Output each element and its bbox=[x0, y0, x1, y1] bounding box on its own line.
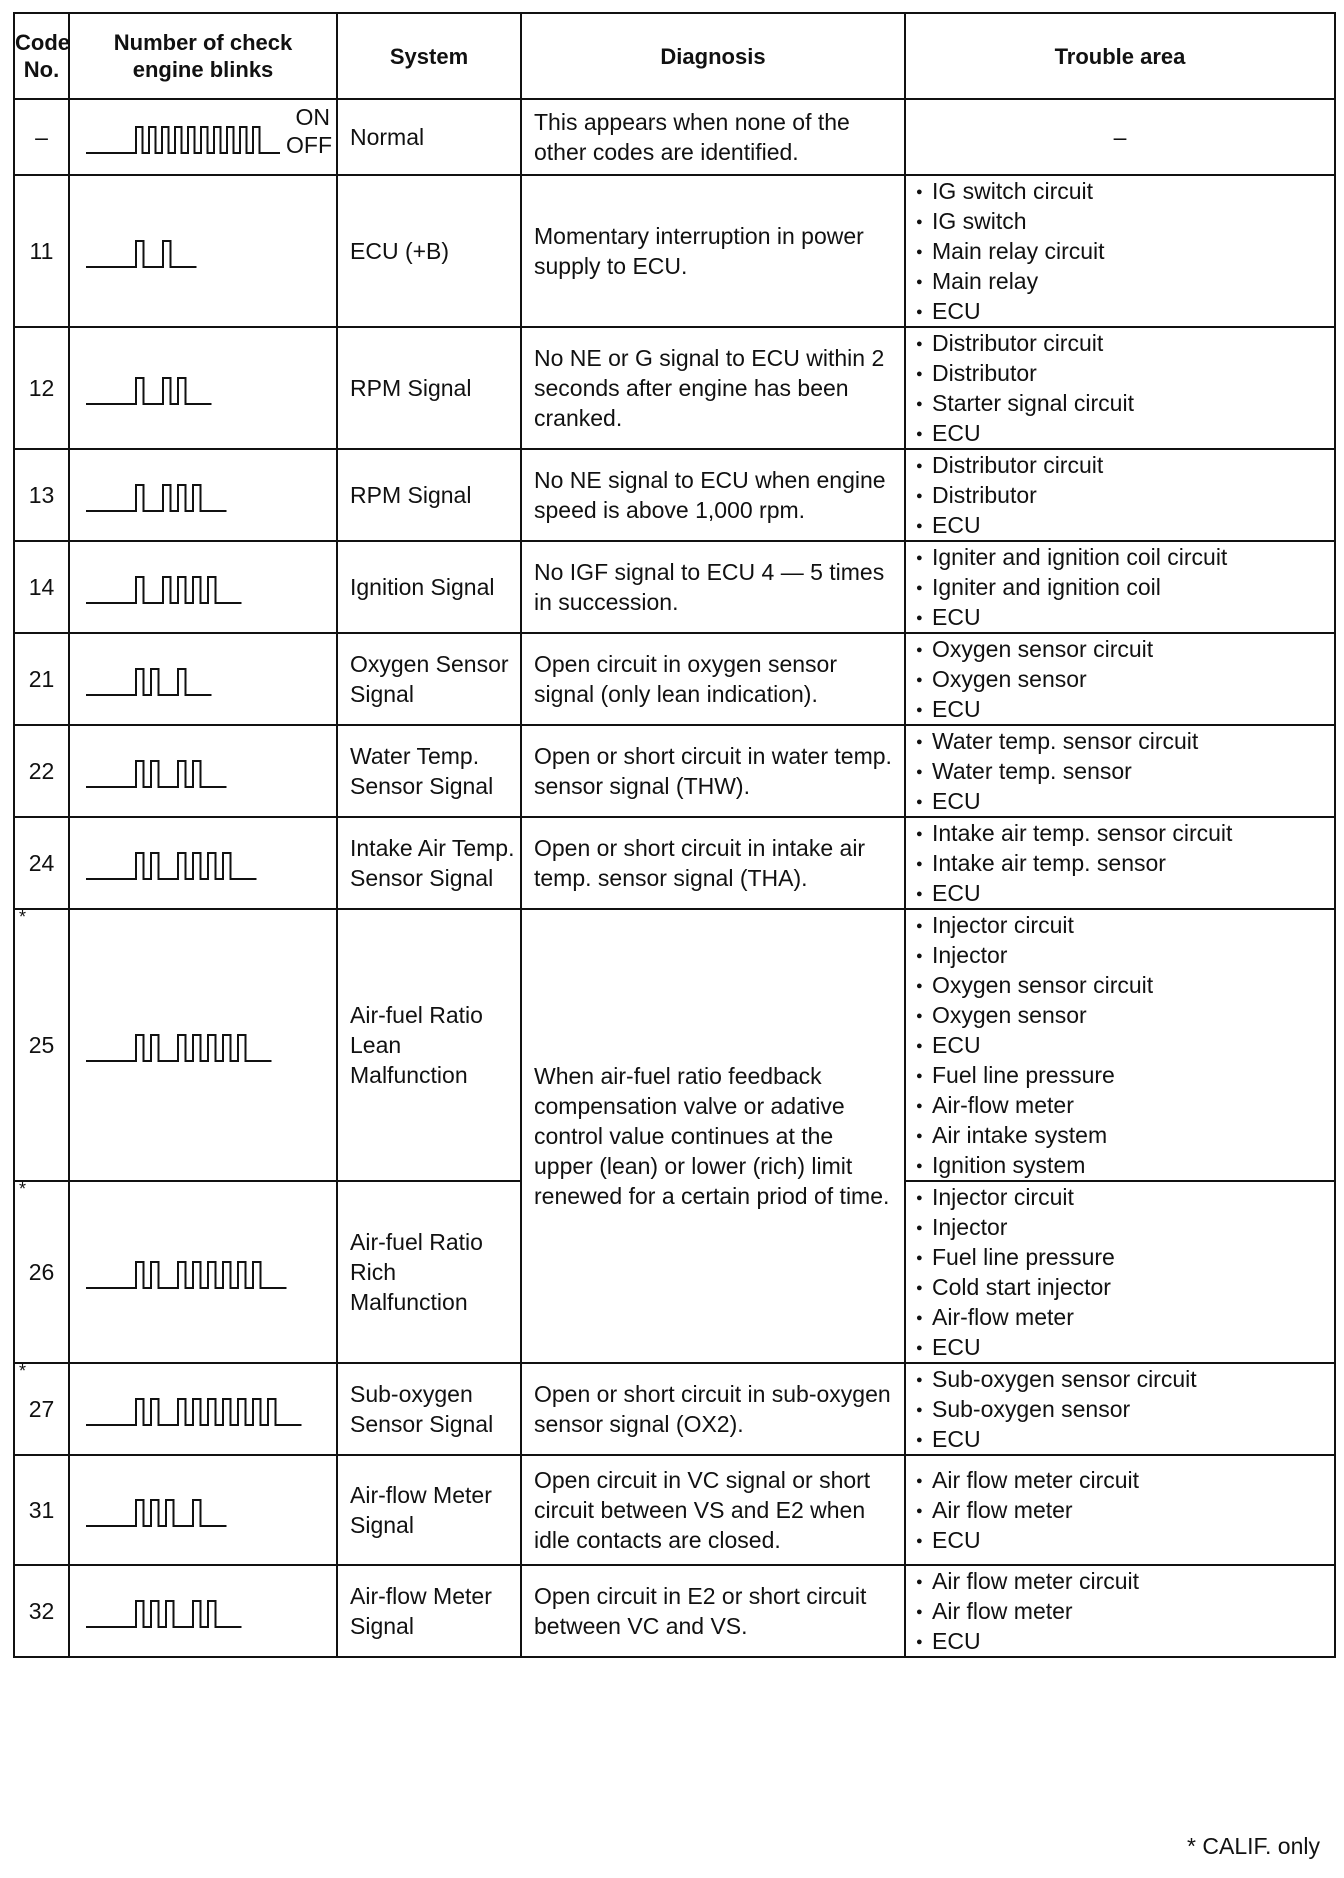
code-number: 13 bbox=[28, 482, 55, 508]
code-number: 24 bbox=[28, 850, 55, 876]
blink-waveform bbox=[70, 221, 336, 281]
header-diagnosis: Diagnosis bbox=[521, 13, 905, 99]
system-cell: ECU (+B) bbox=[337, 175, 521, 327]
blink-pulse-line bbox=[86, 1035, 272, 1061]
table-header-row bbox=[14, 13, 1335, 99]
diagnosis-cell: When air-fuel ratio feedback compensation valve or adative control value continues at the upper (lean) or lower (rich) limit renewed for a certain priod of time. bbox=[521, 909, 905, 1363]
blink-cell bbox=[69, 1455, 337, 1565]
trouble-item: ● ECU bbox=[916, 296, 1334, 326]
code-cell bbox=[14, 909, 69, 1181]
trouble-item: ● ECU bbox=[916, 1525, 1334, 1555]
code-cell bbox=[14, 1455, 69, 1565]
trouble-list bbox=[916, 542, 1334, 632]
trouble-item: ● IG switch bbox=[916, 206, 1334, 236]
blink-waveform bbox=[70, 557, 336, 617]
trouble-item: ● ECU bbox=[916, 602, 1334, 632]
system-cell: RPM Signal bbox=[337, 327, 521, 449]
trouble-item: ● Oxygen sensor circuit bbox=[916, 970, 1334, 1000]
blink-pulse-line bbox=[86, 1399, 302, 1425]
trouble-item: ● Sub-oxygen sensor circuit bbox=[916, 1364, 1334, 1394]
trouble-list bbox=[916, 328, 1334, 448]
system-cell: Air-fuel Ratio Lean Malfunction bbox=[337, 909, 521, 1181]
trouble-item: ● ECU bbox=[916, 510, 1334, 540]
trouble-item: ● Distributor circuit bbox=[916, 328, 1334, 358]
blink-pulse-line bbox=[86, 1601, 242, 1627]
code-number: 25 bbox=[28, 1032, 55, 1058]
calif-asterisk: * bbox=[19, 1179, 27, 1199]
blink-cell bbox=[69, 449, 337, 541]
diagnosis-cell: Open circuit in VC signal or short circuit between VS and E2 when idle contacts are closed. bbox=[521, 1455, 905, 1565]
trouble-item: ● ECU bbox=[916, 1626, 1334, 1656]
trouble-item: ● Distributor bbox=[916, 358, 1334, 388]
code-cell bbox=[14, 449, 69, 541]
blink-pulse-line bbox=[86, 378, 212, 404]
code-number: 32 bbox=[28, 1598, 55, 1624]
trouble-item: ● Igniter and ignition coil bbox=[916, 572, 1334, 602]
trouble-item: ● Air flow meter circuit bbox=[916, 1566, 1334, 1596]
blink-pulse-line bbox=[86, 669, 212, 695]
trouble-item: ● Injector bbox=[916, 1212, 1334, 1242]
trouble-item: ● Ignition system bbox=[916, 1150, 1334, 1180]
trouble-list bbox=[916, 176, 1334, 326]
trouble-item: ● Water temp. sensor bbox=[916, 756, 1334, 786]
code-number: 11 bbox=[29, 238, 54, 264]
table-row bbox=[14, 449, 1335, 541]
system-cell: Air-flow Meter Signal bbox=[337, 1565, 521, 1657]
trouble-item: ● Cold start injector bbox=[916, 1272, 1334, 1302]
blink-cell bbox=[69, 327, 337, 449]
system-cell: Sub-oxygen Sensor Signal bbox=[337, 1363, 521, 1455]
trouble-area-cell bbox=[905, 541, 1335, 633]
code-cell bbox=[14, 1181, 69, 1363]
code-cell bbox=[14, 1565, 69, 1657]
diagnosis-cell: No NE or G signal to ECU within 2 seconds after engine has been cranked. bbox=[521, 327, 905, 449]
trouble-item: ● Intake air temp. sensor circuit bbox=[916, 818, 1334, 848]
diagnosis-cell: No NE signal to ECU when engine speed is above 1,000 rpm. bbox=[521, 449, 905, 541]
calif-asterisk: * bbox=[19, 907, 27, 927]
trouble-list bbox=[916, 1182, 1334, 1362]
system-cell: Air-fuel Ratio Rich Malfunction bbox=[337, 1181, 521, 1363]
blink-waveform bbox=[70, 1480, 336, 1540]
table-row bbox=[14, 725, 1335, 817]
trouble-area-cell bbox=[905, 449, 1335, 541]
table-row bbox=[14, 541, 1335, 633]
table-row bbox=[14, 817, 1335, 909]
blink-pulse-line bbox=[86, 241, 197, 267]
trouble-list bbox=[916, 1364, 1334, 1454]
trouble-item: ● Air flow meter bbox=[916, 1596, 1334, 1626]
header-code: Code No. bbox=[14, 13, 69, 99]
trouble-item: ● ECU bbox=[916, 418, 1334, 448]
trouble-area-cell bbox=[905, 909, 1335, 1181]
table-row bbox=[14, 909, 1335, 1181]
trouble-item: ● Oxygen sensor circuit bbox=[916, 634, 1334, 664]
trouble-item: ● Injector circuit bbox=[916, 1182, 1334, 1212]
calif-asterisk: * bbox=[19, 1361, 27, 1381]
trouble-item: ● ECU bbox=[916, 1424, 1334, 1454]
trouble-area-cell bbox=[905, 175, 1335, 327]
system-cell: Air-flow Meter Signal bbox=[337, 1455, 521, 1565]
code-number: 12 bbox=[28, 375, 55, 401]
system-cell: Ignition Signal bbox=[337, 541, 521, 633]
table-row bbox=[14, 633, 1335, 725]
blink-pulse-line bbox=[86, 127, 280, 153]
code-cell bbox=[14, 725, 69, 817]
header-blinks: Number of check engine blinks bbox=[69, 13, 337, 99]
blink-cell bbox=[69, 909, 337, 1181]
diagnosis-cell: Open or short circuit in water temp. sensor signal (THW). bbox=[521, 725, 905, 817]
trouble-item: ● Starter signal circuit bbox=[916, 388, 1334, 418]
trouble-item: ● Injector circuit bbox=[916, 910, 1334, 940]
trouble-area-cell bbox=[905, 327, 1335, 449]
code-number: 27 bbox=[28, 1396, 55, 1422]
trouble-area-cell bbox=[905, 817, 1335, 909]
trouble-area-cell bbox=[905, 1181, 1335, 1363]
blink-pulse-line bbox=[86, 761, 227, 787]
trouble-list bbox=[916, 726, 1334, 816]
code-cell bbox=[14, 175, 69, 327]
trouble-item: ● ECU bbox=[916, 786, 1334, 816]
trouble-item: ● Air-flow meter bbox=[916, 1090, 1334, 1120]
trouble-list bbox=[916, 818, 1334, 908]
table-row bbox=[14, 175, 1335, 327]
table-body bbox=[14, 99, 1335, 1657]
table-row bbox=[14, 327, 1335, 449]
trouble-area-cell bbox=[905, 1455, 1335, 1565]
off-label: OFF bbox=[286, 132, 332, 158]
trouble-area-cell bbox=[905, 725, 1335, 817]
trouble-item: ● Fuel line pressure bbox=[916, 1060, 1334, 1090]
code-number: 22 bbox=[28, 758, 55, 784]
table-row bbox=[14, 99, 1335, 175]
code-number: 31 bbox=[28, 1497, 55, 1523]
trouble-item: ● Distributor bbox=[916, 480, 1334, 510]
system-cell: Water Temp. Sensor Signal bbox=[337, 725, 521, 817]
footnote: * CALIF. only bbox=[1187, 1833, 1320, 1859]
code-cell bbox=[14, 817, 69, 909]
trouble-item: ● ECU bbox=[916, 694, 1334, 724]
trouble-item: ● ECU bbox=[916, 1030, 1334, 1060]
blink-cell bbox=[69, 541, 337, 633]
header-trouble: Trouble area bbox=[905, 13, 1335, 99]
diagnosis-cell: No IGF signal to ECU 4 — 5 times in succession. bbox=[521, 541, 905, 633]
system-cell: Normal bbox=[337, 99, 521, 175]
code-cell bbox=[14, 327, 69, 449]
trouble-item: ● Water temp. sensor circuit bbox=[916, 726, 1334, 756]
diagnosis-cell: Momentary interruption in power supply to ECU. bbox=[521, 175, 905, 327]
blink-waveform bbox=[70, 649, 336, 709]
diagnosis-cell: Open circuit in E2 or short circuit between VC and VS. bbox=[521, 1565, 905, 1657]
trouble-item: ● ECU bbox=[916, 878, 1334, 908]
trouble-list bbox=[916, 1465, 1334, 1555]
trouble-list bbox=[916, 450, 1334, 540]
diagnosis-cell: Open or short circuit in sub-oxygen sensor signal (OX2). bbox=[521, 1363, 905, 1455]
blink-cell bbox=[69, 99, 337, 175]
trouble-item: ● IG switch circuit bbox=[916, 176, 1334, 206]
blink-waveform bbox=[70, 741, 336, 801]
blink-cell bbox=[69, 725, 337, 817]
blink-pulse-line bbox=[86, 1500, 227, 1526]
blink-waveform bbox=[70, 1379, 336, 1439]
diagnosis-cell: This appears when none of the other codes are identified. bbox=[521, 99, 905, 175]
trouble-item: ● ECU bbox=[916, 1332, 1334, 1362]
blink-pulse-line bbox=[86, 577, 242, 603]
trouble-area-cell bbox=[905, 633, 1335, 725]
table-row bbox=[14, 1455, 1335, 1565]
trouble-list bbox=[916, 634, 1334, 724]
trouble-area-cell bbox=[905, 1565, 1335, 1657]
trouble-item: ● Fuel line pressure bbox=[916, 1242, 1334, 1272]
blink-cell bbox=[69, 817, 337, 909]
trouble-list bbox=[916, 1566, 1334, 1656]
table-row bbox=[14, 1565, 1335, 1657]
blink-waveform bbox=[70, 465, 336, 525]
blink-pulse-line bbox=[86, 853, 257, 879]
trouble-item: ● Igniter and ignition coil circuit bbox=[916, 542, 1334, 572]
blink-cell bbox=[69, 175, 337, 327]
blink-cell bbox=[69, 1181, 337, 1363]
system-cell: Intake Air Temp. Sensor Signal bbox=[337, 817, 521, 909]
trouble-item: ● Air flow meter circuit bbox=[916, 1465, 1334, 1495]
trouble-list bbox=[916, 910, 1334, 1180]
trouble-item: ● Oxygen sensor bbox=[916, 664, 1334, 694]
code-cell bbox=[14, 541, 69, 633]
blink-waveform bbox=[70, 358, 336, 418]
blink-waveform bbox=[70, 1242, 336, 1302]
trouble-item: ● Distributor circuit bbox=[916, 450, 1334, 480]
on-label: ON bbox=[295, 104, 330, 130]
blink-cell bbox=[69, 633, 337, 725]
trouble-item: ● Sub-oxygen sensor bbox=[916, 1394, 1334, 1424]
blink-cell bbox=[69, 1363, 337, 1455]
code-number: 21 bbox=[28, 666, 55, 692]
system-cell: Oxygen Sensor Signal bbox=[337, 633, 521, 725]
system-cell: RPM Signal bbox=[337, 449, 521, 541]
trouble-item: ● Intake air temp. sensor bbox=[916, 848, 1334, 878]
code-cell bbox=[14, 99, 69, 175]
blink-cell bbox=[69, 1565, 337, 1657]
code-number: 26 bbox=[28, 1259, 55, 1285]
blink-waveform bbox=[70, 833, 336, 893]
blink-waveform bbox=[70, 1581, 336, 1641]
blink-pulse-line bbox=[86, 485, 227, 511]
trouble-item: ● Main relay bbox=[916, 266, 1334, 296]
code-number: 14 bbox=[28, 574, 55, 600]
header-system: System bbox=[337, 13, 521, 99]
trouble-area-cell: – bbox=[905, 99, 1335, 175]
trouble-item: ● Air flow meter bbox=[916, 1495, 1334, 1525]
trouble-item: ● Main relay circuit bbox=[916, 236, 1334, 266]
trouble-item: ● Injector bbox=[916, 940, 1334, 970]
diagnostic-code-table bbox=[13, 12, 1336, 1658]
trouble-area-cell bbox=[905, 1363, 1335, 1455]
diagnosis-cell: Open circuit in oxygen sensor signal (only lean indication). bbox=[521, 633, 905, 725]
diagnosis-cell: Open or short circuit in intake air temp. sensor signal (THA). bbox=[521, 817, 905, 909]
code-number: – bbox=[35, 124, 48, 150]
code-cell bbox=[14, 1363, 69, 1455]
trouble-item: ● Air-flow meter bbox=[916, 1302, 1334, 1332]
trouble-item: ● Oxygen sensor bbox=[916, 1000, 1334, 1030]
blink-waveform bbox=[70, 1015, 336, 1075]
code-cell bbox=[14, 633, 69, 725]
blink-pulse-line bbox=[86, 1262, 287, 1288]
table-row bbox=[14, 1363, 1335, 1455]
trouble-item: ● Air intake system bbox=[916, 1120, 1334, 1150]
